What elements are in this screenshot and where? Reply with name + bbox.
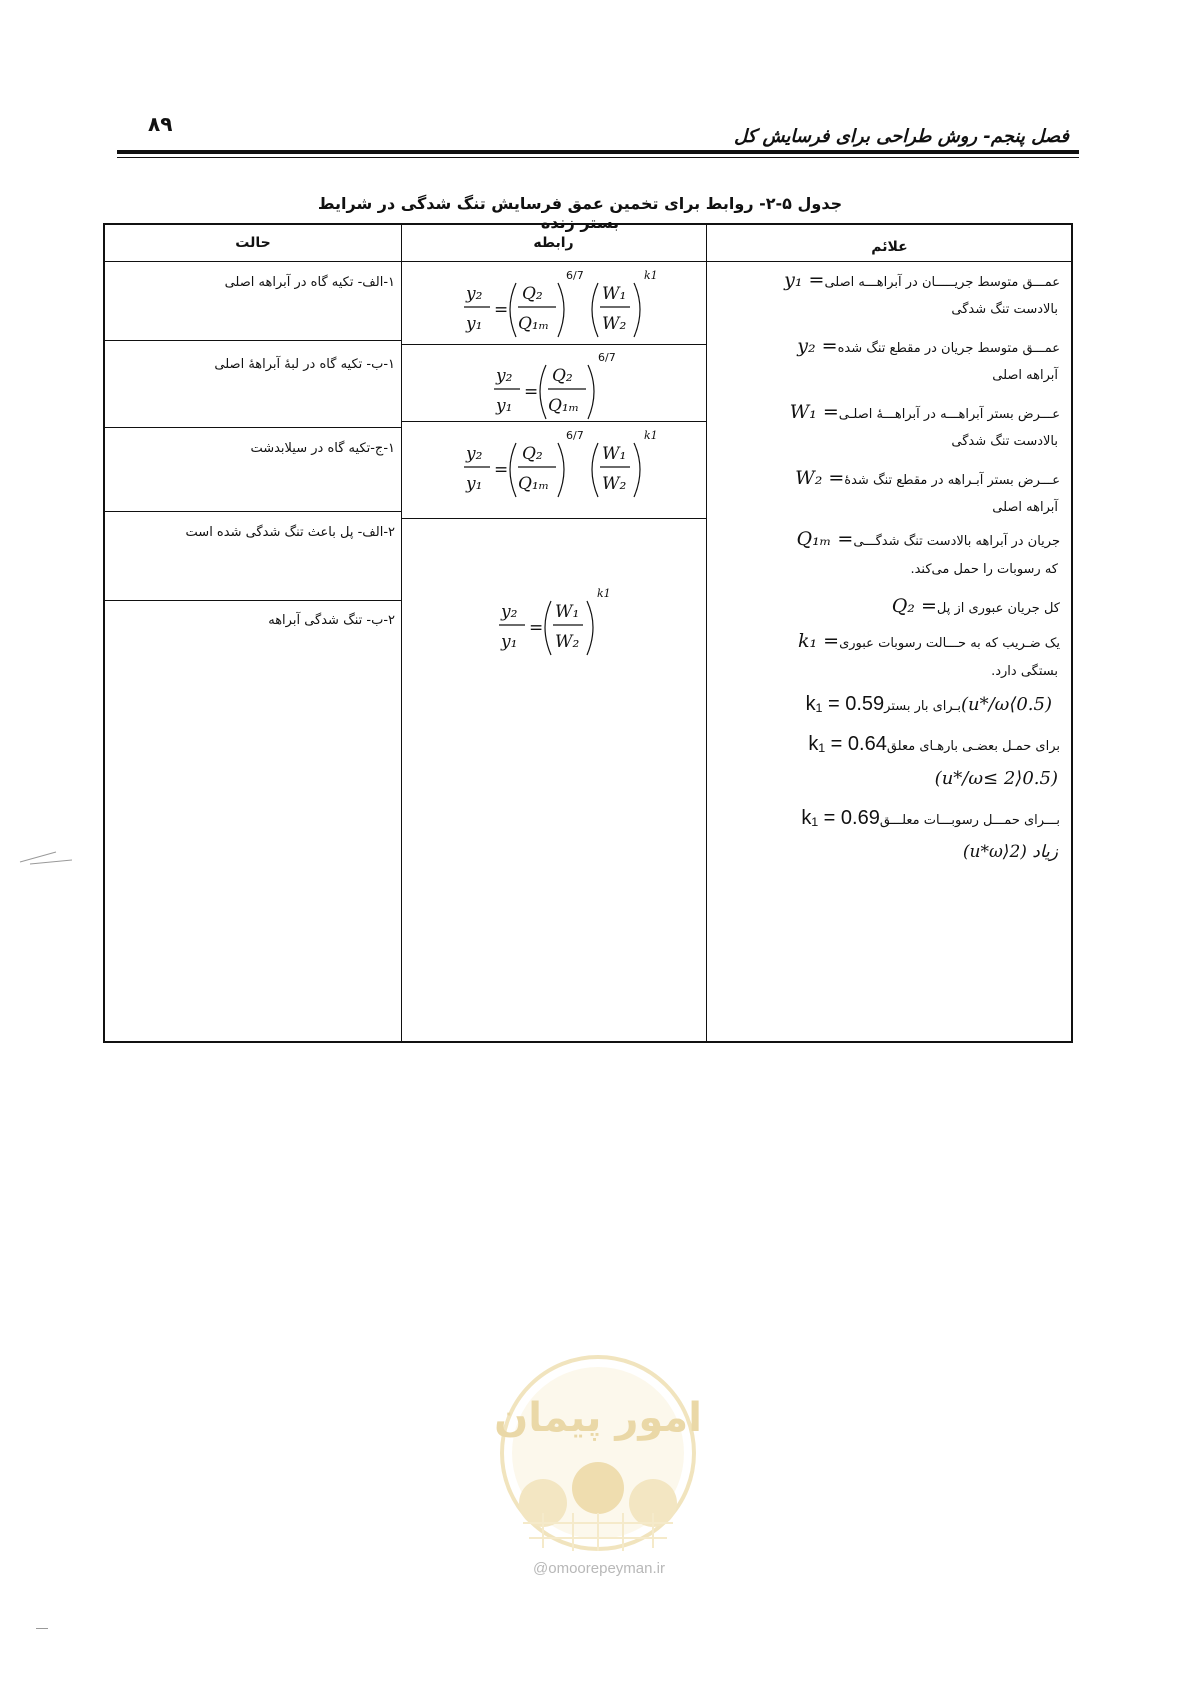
- case-1b: ۱-ب- تکیه گاه در لبهٔ آبراههٔ اصلی: [214, 357, 395, 372]
- formula-y2: y₂: [501, 602, 518, 622]
- notation-w1: W₁ = عـــرض بستر آبراهـــه در آبراهـــهٔ اصلـی: [789, 401, 1060, 423]
- formula-1c: [450, 419, 670, 505]
- watermark-logo-text: امور پیمان: [494, 1395, 702, 1441]
- row-line: [105, 600, 401, 601]
- header-notation: علائم: [871, 239, 908, 255]
- notation-y1-cont: بالادست تنگ شدگی: [951, 302, 1058, 317]
- formula-y2: y₂: [466, 444, 483, 464]
- formula-equals: =: [529, 618, 544, 638]
- formula-exp-w: k1: [597, 587, 611, 600]
- formula-equals: =: [494, 300, 509, 320]
- formula-y2: y₂: [496, 366, 513, 386]
- formula-y1: y₁: [466, 314, 483, 334]
- formula-q1m: Q₁ₘ: [518, 314, 550, 334]
- formula-exp-q: 6/7: [566, 429, 584, 442]
- formula-y1: y₁: [501, 632, 518, 652]
- formula-w1: W₁: [555, 602, 580, 622]
- notation-y2-cont: آبراهه اصلی: [992, 368, 1058, 383]
- header-relation: رابطه: [533, 235, 574, 251]
- case-2b: ۲-ب- تنگ شدگی آبراهه: [268, 613, 395, 628]
- notation-k059: k₁ = 0.59 بـرای بار بستر (u*/ω⟨0.5): [805, 693, 1052, 715]
- formula-w2: W₂: [602, 314, 627, 334]
- formula-w1: W₁: [602, 444, 627, 464]
- formula-q1m: Q₁ₘ: [518, 474, 550, 494]
- formula-q1m: Q₁ₘ: [548, 396, 580, 416]
- notation-k1: k₁ = یک ضـریب که به حـــالت رسوبات عبوری: [798, 630, 1060, 652]
- formula-q2: Q₂: [552, 366, 573, 386]
- formula-w1: W₁: [602, 284, 627, 304]
- formula-w2: W₂: [602, 474, 627, 494]
- notation-k064: k₁ = 0.64 برای حمـل بعضـی بارهـای معلق: [808, 733, 1060, 755]
- formula-exp-q: 6/7: [566, 269, 584, 282]
- formula-q2: Q₂: [522, 284, 543, 304]
- formula-equals: =: [524, 382, 539, 402]
- notation-k069: k₁ = 0.69 بـــرای حمـــل رسوبـــات معلـــق: [801, 807, 1060, 829]
- row-line: [105, 340, 401, 341]
- margin-pen-mark: [16, 848, 72, 866]
- formula-q2: Q₂: [522, 444, 543, 464]
- notation-w2-cont: آبراهه اصلی: [992, 500, 1058, 515]
- case-1a: ۱-الف- تکیه گاه در آبراهه اصلی: [224, 275, 395, 290]
- running-title: فصل پنجم- روش طراحی برای فرسایش کل: [734, 126, 1069, 147]
- formula-y1: y₁: [466, 474, 483, 494]
- notation-w2: W₂ = عـــرض بستر آبـراهه در مقطع تنگ شدهٔ: [795, 467, 1060, 489]
- case-2a: ۲-الف- پل باعث تنگ شدگی شده است: [185, 525, 395, 540]
- formula-y2: y₂: [466, 284, 483, 304]
- watermark-url: @omoorepeyman.ir: [533, 1560, 665, 1577]
- notation-k1-cont: بستگی دارد.: [991, 664, 1058, 679]
- scour-relations-table: [103, 223, 1073, 1043]
- header-case: حالت: [235, 235, 271, 251]
- notation-k064-cond: (0.5⟨u*/ω≤ 2): [934, 768, 1058, 789]
- formula-exp-w: k1: [644, 429, 658, 442]
- watermark-logo: [493, 1353, 703, 1583]
- formula-exp-w: k1: [644, 269, 658, 282]
- formula-exp-q: 6/7: [598, 351, 616, 364]
- notation-y1: y₁ = عمـــق متوسط جریـــــان در آبراهـــه اصلی: [784, 269, 1060, 291]
- notation-q1m: Q₁ₘ = جریان در آبراهه بالادست تنگ شدگـــی: [796, 528, 1060, 550]
- notation-y2: y₂ = عمـــق متوسط جریان در مقطع تنگ شده: [797, 335, 1060, 357]
- page-number: ۸۹: [148, 112, 173, 136]
- notation-q2: Q₂ = کل جریان عبوری از پل: [891, 595, 1060, 617]
- margin-dash: [36, 1628, 48, 1629]
- formula-equals: =: [494, 460, 509, 480]
- formula-2: [485, 575, 635, 661]
- column-divider: [401, 225, 402, 1041]
- row-line: [105, 511, 401, 512]
- formula-1b: [480, 339, 640, 425]
- table-caption: جدول ۵-۲- روابط برای تخمین عمق فرسایش تنگ شدگی در شرایط بستر زنده: [317, 194, 843, 232]
- formula-1a: [450, 259, 670, 345]
- row-line: [401, 518, 706, 519]
- header-rule-thin: [117, 157, 1079, 158]
- notation-q1m-cont: که رسوبات را حمل می‌کند.: [910, 562, 1058, 577]
- formula-y1: y₁: [496, 396, 513, 416]
- header-rule-thick: [117, 150, 1079, 154]
- case-1c: ۱-ج-تکیه گاه در سیلابدشت: [250, 441, 395, 456]
- notation-list: [760, 271, 1060, 861]
- notation-w1-cont: بالادست تنگ شدگی: [951, 434, 1058, 449]
- notation-k069-cond: زیاد (u*ω⟩2): [962, 842, 1058, 862]
- column-divider: [706, 225, 707, 1041]
- formula-w2: W₂: [555, 632, 580, 652]
- row-line: [105, 427, 401, 428]
